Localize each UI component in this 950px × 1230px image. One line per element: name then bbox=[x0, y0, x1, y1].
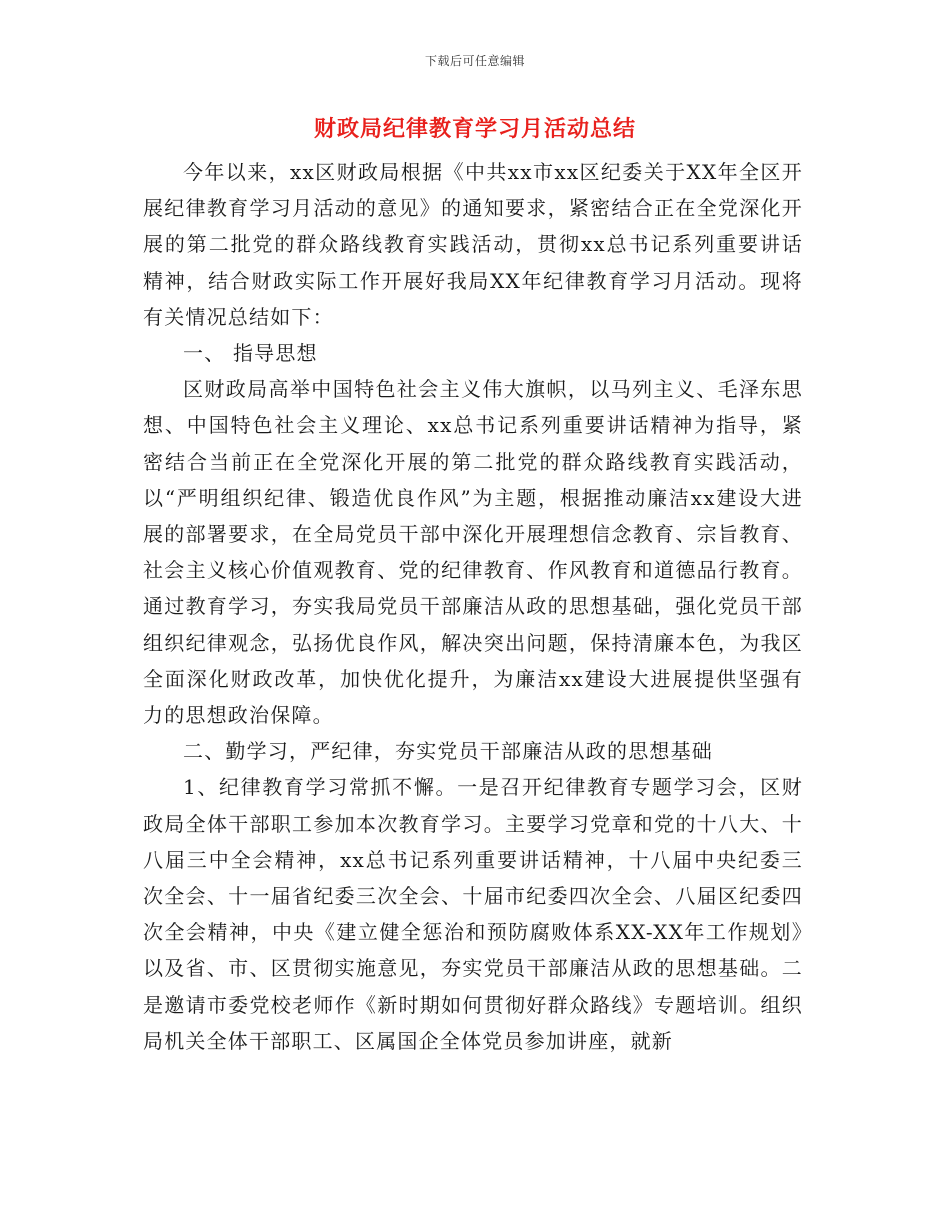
document-body bbox=[143, 154, 803, 1059]
guiding-thought-paragraph: 区财政局高举中国特色社会主义伟大旗帜，以马列主义、毛泽东思想、中国特色社会主义理论、xx总书记系列重要讲话精神为指导，紧密结合当前正在全党深化开展的第二批党的群众路线教育实践活动，以“严明组织纪律、锻造优良作风”为主题，根据推动廉洁xx建设大进展的部署要求，在全局党员干部中深化开展理想信念教育、宗旨教育、社会主义核心价值观教育、党的纪律教育、作风教育和道德品行教育。通过教育学习，夯实我局党员干部廉洁从政的思想基础，强化党员干部组织纪律观念，弘扬优良作风，解决突出问题，保持清廉本色，为我区全面深化财政改革，加快优化提升，为廉洁xx建设大进展提供坚强有力的思想政治保障。 bbox=[143, 377, 803, 728]
intro-paragraph: 今年以来，xx区财政局根据《中共xx市xx区纪委关于XX年全区开展纪律教育学习月活动的意见》的通知要求，紧密结合正在全党深化开展的第二批党的群众路线教育实践活动，贯彻xx总书记系列重要讲话精神，结合财政实际工作开展好我局XX年纪律教育学习月活动。现将有关情况总结如下： bbox=[143, 160, 803, 329]
section-heading-guiding-thought: 一、 指导思想 bbox=[183, 341, 318, 366]
section-heading-study-discipline: 二、勤学习，严纪律，夯实党员干部廉洁从政的思想基础 bbox=[183, 739, 713, 764]
document-title: 财政局纪律教育学习月活动总结 bbox=[313, 116, 636, 142]
study-discipline-paragraph: 1、纪律教育学习常抓不懈。一是召开纪律教育专题学习会，区财政局全体干部职工参加本次教育学习。主要学习党章和党的十八大、十八届三中全会精神，xx总书记系列重要讲话精神，十八届中央纪委三次全会、十一届省纪委三次全会、十届市纪委四次全会、八届区纪委四次全会精神，中央《建立健全惩治和预防腐败体系XX-XX年工作规划》以及省、市、区贯彻实施意见，夯实党员干部廉洁从政的思想基础。二是邀请市委党校老师作《新时期如何贯彻好群众路线》专题培训。组织局机关全体干部职工、区属国企全体党员参加讲座，就新 bbox=[143, 775, 803, 1053]
header-note: 下载后可任意编辑 bbox=[424, 54, 525, 68]
